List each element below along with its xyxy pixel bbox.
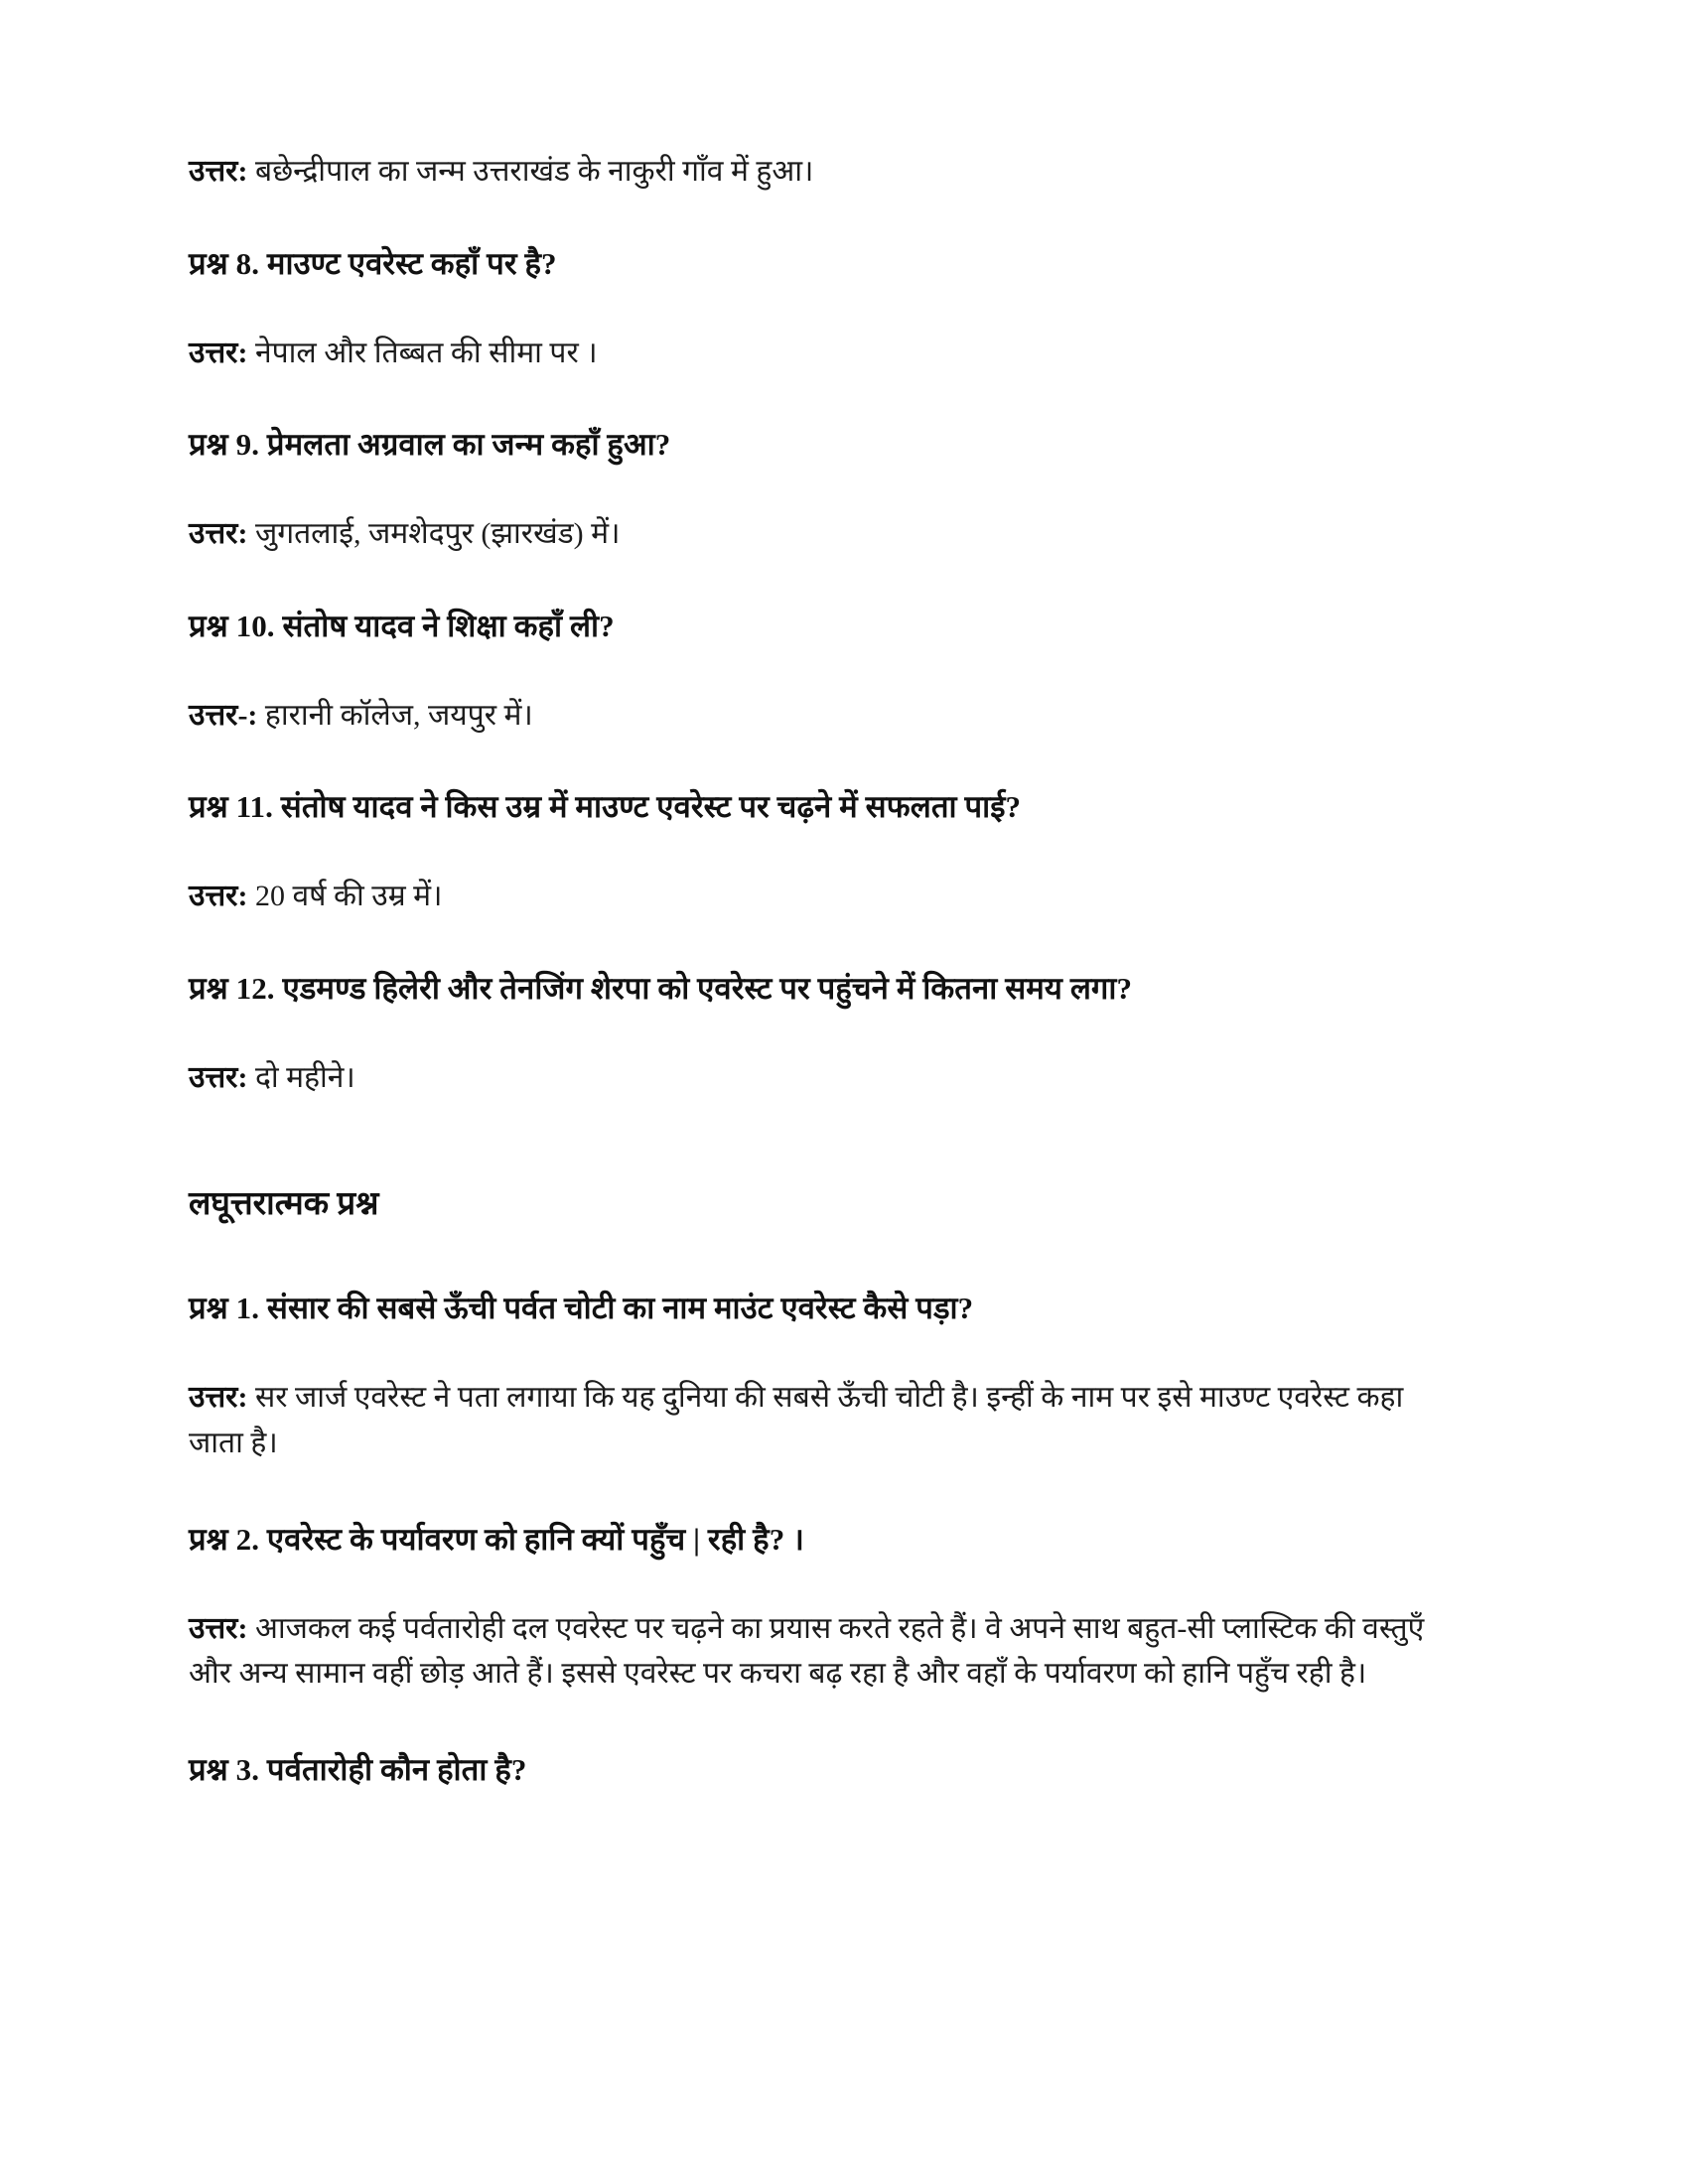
question-heading-9: प्रश्न 9. प्रेमलता अग्रवाल का जन्म कहाँ हुआ? [189, 427, 671, 463]
answer-text: जुगतलाई, जमशेदपुर (झारखंड) में। [247, 517, 621, 551]
answer-label: उत्तर: [189, 336, 248, 369]
answer-label: उत्तर: [189, 1060, 248, 1094]
question-heading-11: प्रश्न 11. संतोष यादव ने किस उम्र में माउण्ट एवरेस्ट पर चढ़ने में सफलता पाई? [189, 789, 1022, 825]
answer-q8 [189, 331, 1425, 376]
answer-q11 [189, 874, 1425, 919]
answer-q7 [189, 149, 1425, 195]
answer-sa-2 [189, 1606, 1425, 1697]
answer-text: सर जार्ज एवरेस्ट ने पता लगाया कि यह दुनिया की सबसे ऊँची चोटी है। इन्हीं के नाम पर इसे माउण्ट एवरेस्ट कहा जाता है। [189, 1381, 1404, 1459]
answer-q10 [189, 693, 1425, 739]
question-heading-sa-3: प्रश्न 3. पर्वतारोही कौन होता है? [189, 1751, 527, 1787]
answer-label: उत्तर: [189, 880, 248, 913]
section-heading-short-answer: लघूत्तरात्मक प्रश्न [189, 1186, 379, 1223]
question-heading-10: प्रश्न 10. संतोष यादव ने शिक्षा कहाँ ली? [189, 608, 615, 643]
question-heading-sa-2: प्रश्न 2. एवरेस्ट के पर्यावरण को हानि क्यों पहुँच | रही है? । [189, 1521, 805, 1557]
answer-label: उत्तर: [189, 155, 248, 188]
question-heading-8: प्रश्न 8. माउण्ट एवरेस्ट कहाँ पर है? [189, 245, 557, 281]
answer-text: दो महीने। [247, 1060, 355, 1094]
answer-label: उत्तर: [189, 517, 248, 551]
answer-label: उत्तर: [189, 1611, 248, 1645]
answer-q12 [189, 1055, 1425, 1101]
answer-label: उत्तर: [189, 1381, 248, 1415]
answer-text: हारानी कॉलेज, जयपुर में। [257, 698, 533, 732]
question-heading-12: प्रश्न 12. एडमण्ड हिलेरी और तेनजिंग शेरपा को एवरेस्ट पर पहुंचने में कितना समय लगा? [189, 970, 1133, 1006]
question-heading-sa-1: प्रश्न 1. संसार की सबसे ऊँची पर्वत चोटी का नाम माउंट एवरेस्ट कैसे पड़ा? [189, 1291, 974, 1326]
answer-text: 20 वर्ष की उम्र में। [247, 880, 443, 913]
answer-sa-1 [189, 1375, 1425, 1465]
answer-label: उत्तर-: [189, 698, 258, 732]
answer-text: आजकल कई पर्वतारोही दल एवरेस्ट पर चढ़ने का प्रयास करते रहते हैं। वे अपने साथ बहुत-सी प्लास्टिक की वस्तुएँ और अन्य सामान वहीं छोड़ आते हैं। इससे एवरेस्ट पर कचरा बढ़ रहा है और वहाँ के पर्यावरण को हानि पहुँच रही है। [189, 1611, 1425, 1691]
answer-text: नेपाल और तिब्बत की सीमा पर । [247, 336, 598, 369]
answer-q9 [189, 511, 1425, 557]
answer-text: बछेन्द्रीपाल का जन्म उत्तराखंड के नाकुरी गाँव में हुआ। [247, 155, 814, 188]
